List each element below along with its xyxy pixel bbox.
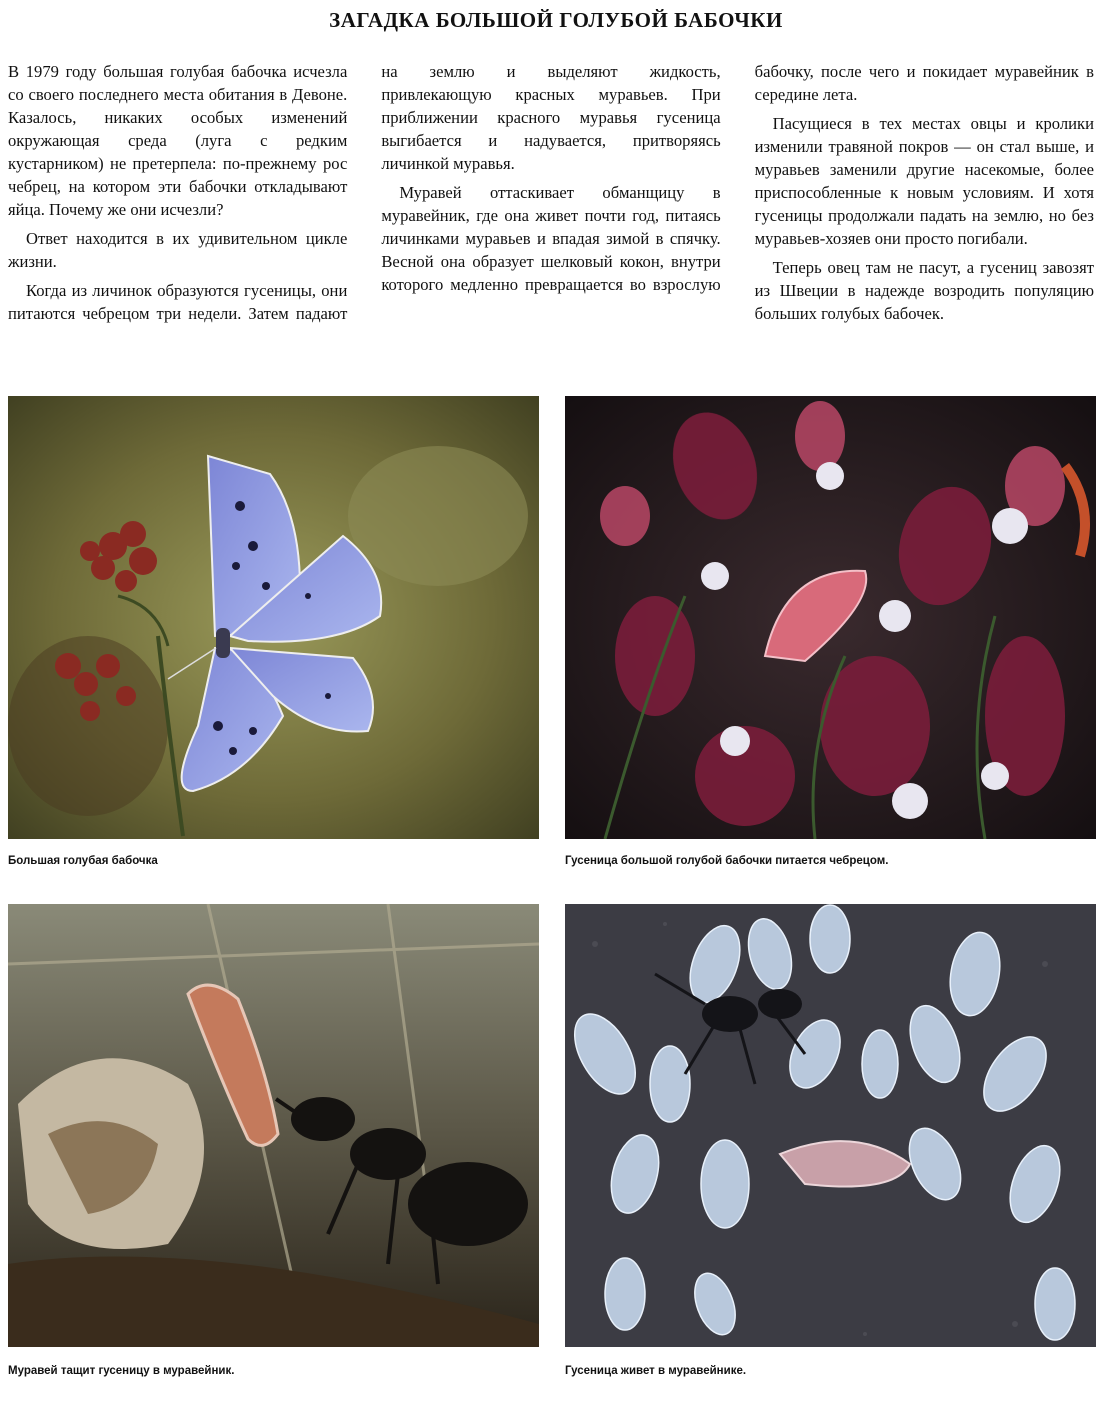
ant-carrying-caterpillar-caption: Муравей тащит гусеницу в муравейник. — [8, 1365, 235, 1377]
paragraph-2: Ответ находится в их удивительном цикле жизни. — [8, 229, 348, 271]
caterpillar-in-anthill-caption: Гусеница живет в муравейнике. — [565, 1365, 747, 1377]
caterpillar-on-thyme-caption: Гусеница большой голубой бабочки питается чебрецом. — [565, 855, 889, 867]
butterfly-photo — [8, 396, 539, 839]
paragraph-3: Когда из личинок образуются гусеницы, они питаются чебрецом три недели. Затем падают на землю и выделяют жидкость, привлекающую красных муравьев. При приближении красного муравья гусеница выгибается и надувается, притворяясь личинкой муравья. — [8, 62, 721, 323]
caterpillar-on-thyme-photo — [565, 396, 1096, 839]
paragraph-5: Пасущиеся в тех местах овцы и кролики изменили травяной покров — он стал выше, и муравьев заменили другие насекомые, более приспособленные к новым условиям. И хотя гусеницы продолжали падать на землю, но без муравьев-хозяев они просто погибали. — [754, 114, 1094, 248]
caterpillar-in-anthill-photo — [565, 904, 1096, 1347]
article-body — [8, 60, 1094, 360]
paragraph-4: Муравей оттаскивает обманщицу в муравейник, где она живет почти год, питаясь личинками муравьев и впадая зимой в спячку. Весной она образует шелковый кокон, внутри которого медленно превращается во взрослую бабочку, после чего и покидает муравейник в середине лета. — [381, 62, 1094, 294]
paragraph-6: Теперь овец там не пасут, а гусениц завозят из Швеции в надежде возродить популяцию больших голубых бабочек. — [754, 258, 1094, 323]
article-title: ЗАГАДКА БОЛЬШОЙ ГОЛУБОЙ БАБОЧКИ — [329, 8, 783, 32]
paragraph-1: В 1979 году большая голубая бабочка исчезла со своего последнего места обитания в Девоне. Казалось, никаких особых изменений окружающая среда (луга с редким кустарником) не претерпела: по-прежнему рос чебрец, на котором эти бабочки откладывают яйца. Почему же они исчезли? — [8, 62, 348, 219]
butterfly-caption: Большая голубая бабочка — [8, 855, 158, 867]
ant-carrying-caterpillar-photo — [8, 904, 539, 1347]
